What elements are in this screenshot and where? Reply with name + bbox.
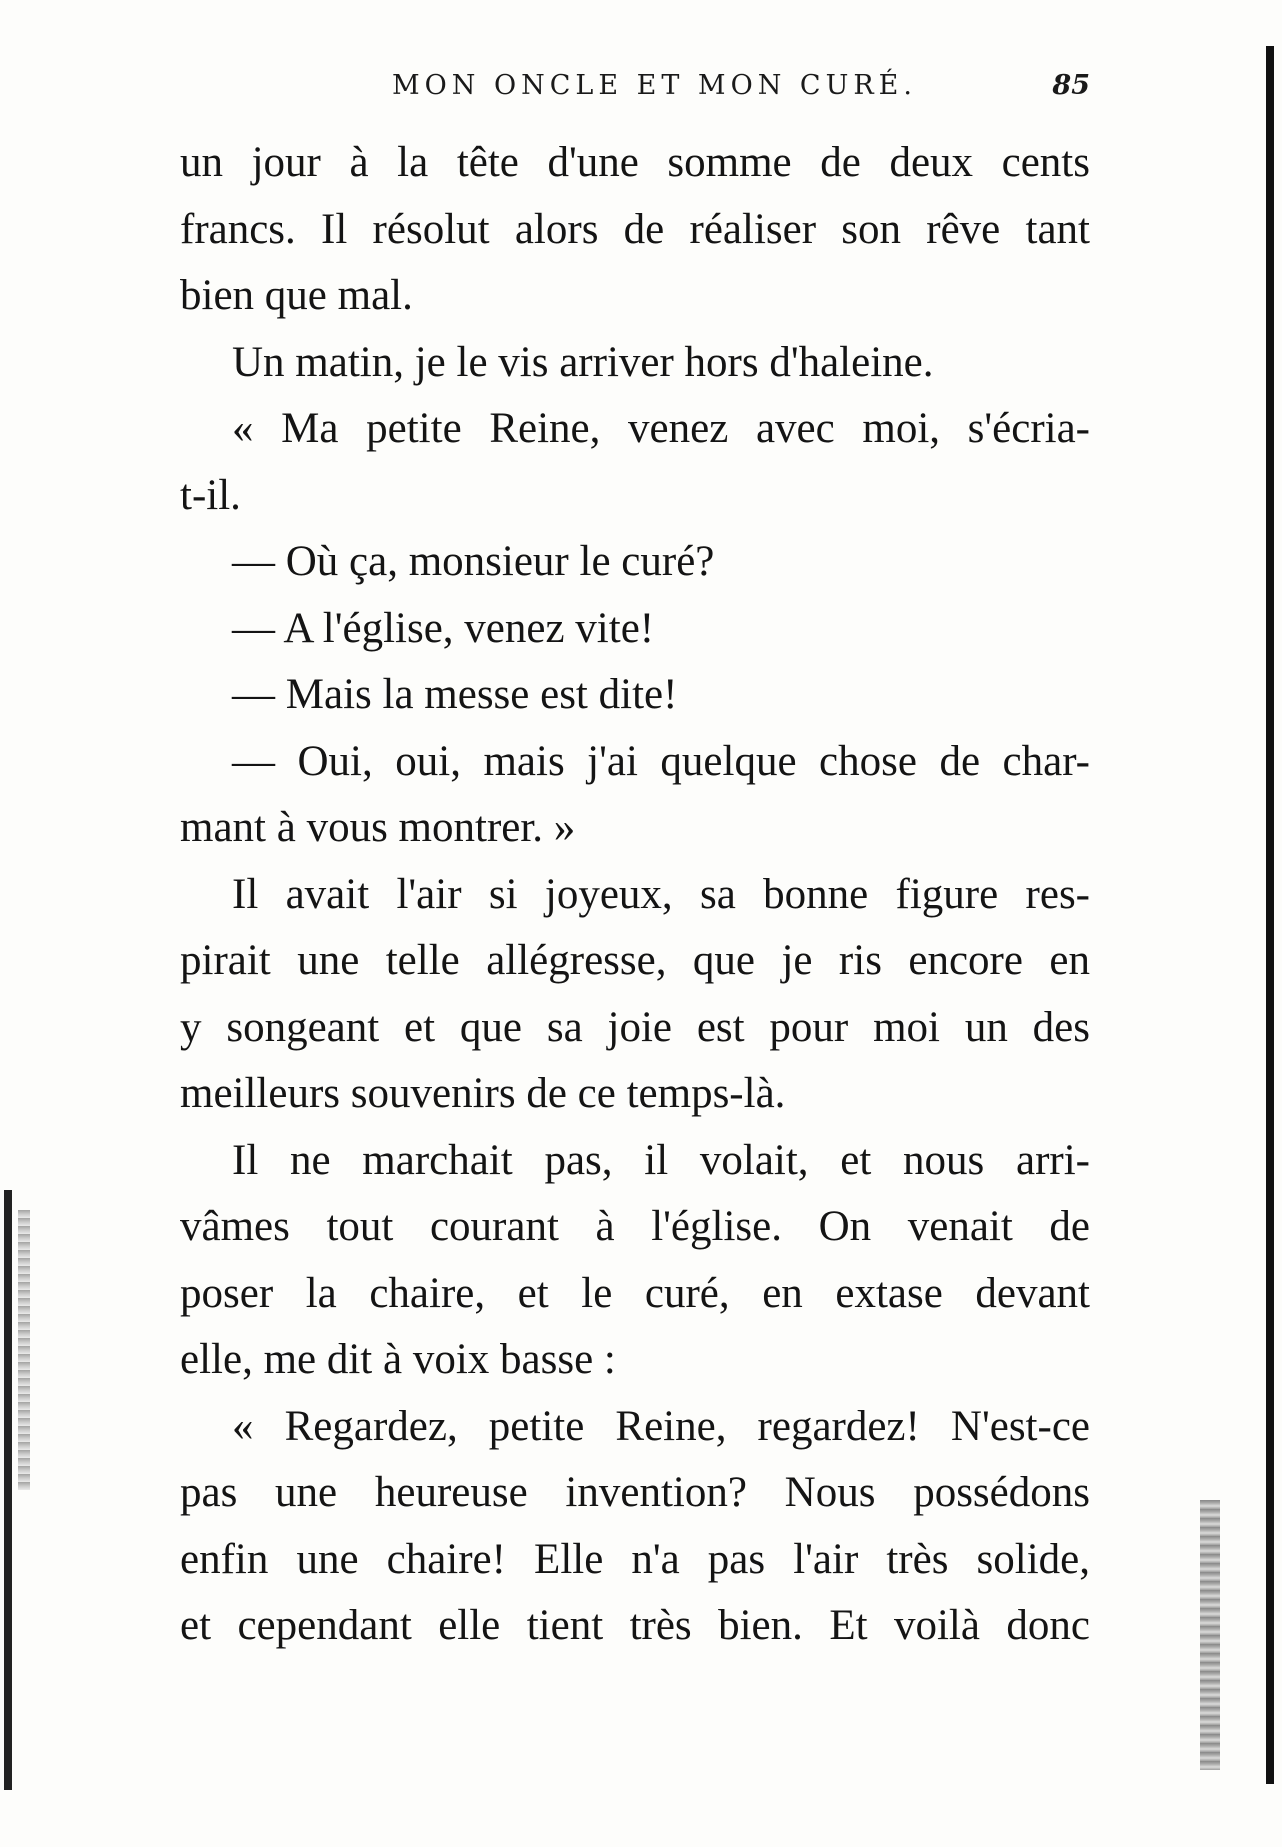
text-line: francs. Il résolut alors de réaliser son rêve tant <box>180 205 1090 253</box>
scan-edge-left <box>4 1190 12 1790</box>
text-line: pirait une telle allégresse, que je ris encore en <box>180 937 1090 984</box>
text-line: Il avait l'air si joyeux, sa bonne figure res- <box>232 870 1090 918</box>
text-line: bien que mal. <box>180 272 413 319</box>
text-line: y songeant et que sa joie est pour moi un des <box>180 1003 1090 1051</box>
text-line: « Ma petite Reine, venez avec moi, s'écria- <box>232 405 1090 452</box>
text-line: — A l'église, venez vite! <box>232 604 655 652</box>
running-title: MON ONCLE ET MON CURÉ. <box>392 70 917 101</box>
text-line: poser la chaire, et le curé, en extase devant <box>180 1269 1090 1317</box>
text-line: « Regardez, petite Reine, regardez! N'est-ce <box>232 1402 1090 1450</box>
text-line: — Où ça, monsieur le curé? <box>232 538 715 585</box>
text-line: pas une heureuse invention? Nous possédons <box>180 1469 1090 1516</box>
page-number: 85 <box>1052 70 1090 101</box>
running-header <box>180 64 1090 104</box>
text-line: t-il. <box>180 471 241 519</box>
text-line: et cependant elle tient très bien. Et voilà donc <box>180 1602 1090 1649</box>
text-line: — Mais la messe est dite! <box>232 671 678 718</box>
body-text <box>180 130 1090 1660</box>
scan-noise-left <box>18 1210 30 1490</box>
text-line: vâmes tout courant à l'église. On venait de <box>180 1203 1090 1250</box>
text-line: elle, me dit à voix basse : <box>180 1336 616 1383</box>
text-line: enfin une chaire! Elle n'a pas l'air très solide, <box>180 1535 1090 1583</box>
text-line: meilleurs souvenirs de ce temps-là. <box>180 1070 786 1117</box>
text-line: Il ne marchait pas, il volait, et nous arri- <box>232 1136 1090 1184</box>
text-line: — Oui, oui, mais j'ai quelque chose de char- <box>232 737 1090 785</box>
text-line: mant à vous montrer. » <box>180 804 576 851</box>
scan-edge-right <box>1266 46 1274 1784</box>
scan-noise-right <box>1200 1500 1220 1770</box>
text-line: un jour à la tête d'une somme de deux cents <box>180 139 1090 186</box>
text-line: Un matin, je le vis arriver hors d'haleine. <box>232 338 934 386</box>
